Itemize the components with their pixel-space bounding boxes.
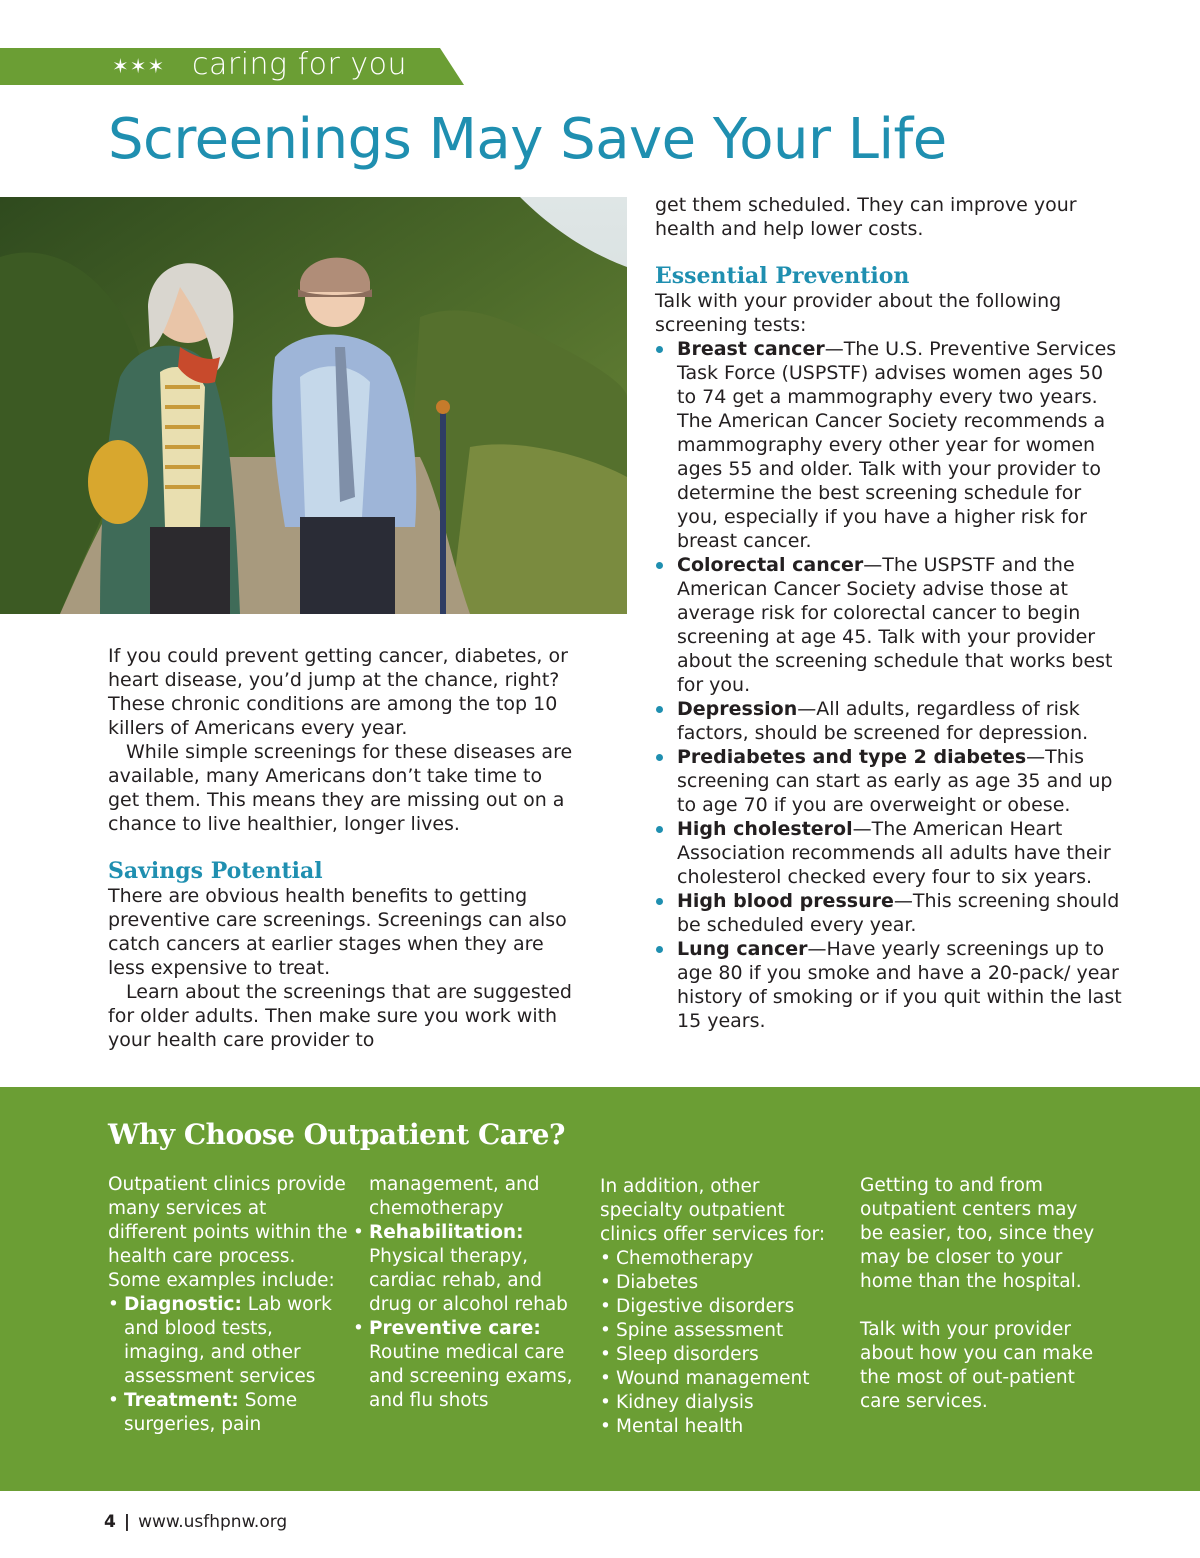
- outpatient-heading: Why Choose Outpatient Care?: [108, 1118, 565, 1151]
- list-item: [655, 745, 1125, 817]
- bullet-icon: •: [600, 1368, 611, 1389]
- list-item-term: Diagnostic:: [124, 1294, 242, 1315]
- outpatient-column-2: [353, 1173, 583, 1413]
- savings-heading: Savings Potential: [108, 858, 323, 884]
- list-item-text: Lab work and blood tests, imaging, and other assessment services: [124, 1294, 332, 1387]
- bullet-icon: •: [600, 1272, 611, 1293]
- bullet-icon: •: [600, 1320, 611, 1341]
- intro-paragraph-2: While simple screenings for these diseases are available, many Americans don’t take time to get them. This means they are missing out on a chance to live healthier, longer lives.: [108, 741, 573, 835]
- list-item: [655, 817, 1125, 889]
- bullet-icon: •: [600, 1344, 611, 1365]
- list-item-text: Digestive disorders: [616, 1296, 795, 1317]
- list-item-term: High cholesterol: [677, 818, 853, 840]
- specialty-intro: In addition, other specialty outpatient clinics offer services for:: [600, 1176, 826, 1245]
- list-item: [655, 553, 1125, 697]
- savings-paragraph-2-continued: get them scheduled. They can improve your health and help lower costs.: [655, 194, 1077, 240]
- list-item-term: Preventive care:: [369, 1318, 541, 1339]
- bullet-icon: •: [353, 1318, 364, 1339]
- bullet-icon: •: [108, 1294, 119, 1315]
- prevention-heading: Essential Prevention: [655, 263, 910, 289]
- list-item-text: Diabetes: [616, 1272, 699, 1293]
- list-item: [600, 1271, 840, 1295]
- list-item-term: Treatment:: [124, 1390, 239, 1411]
- list-item-text: —This screening should be scheduled every year.: [677, 890, 1120, 936]
- page-number: 4: [104, 1512, 116, 1532]
- section-label: caring for you: [192, 47, 408, 82]
- list-item: [600, 1343, 840, 1367]
- photo-two-women-hiking: [0, 197, 627, 614]
- list-item: [600, 1247, 840, 1271]
- list-item-text: Kidney dialysis: [616, 1392, 754, 1413]
- list-item-text: —The American Heart Association recommends all adults have their cholesterol checked every four to six years.: [677, 818, 1111, 888]
- list-item: [353, 1221, 583, 1317]
- bullet-icon: [656, 826, 663, 833]
- footer-separator: |: [123, 1512, 131, 1532]
- bullet-icon: [656, 754, 663, 761]
- right-column: [655, 193, 1125, 1033]
- outpatient-column-3: [600, 1175, 840, 1439]
- savings-paragraph-2: Learn about the screenings that are suggested for older adults. Then make sure you work with your health care provider to: [108, 981, 572, 1051]
- left-column: [108, 644, 578, 1052]
- outpatient-column-1: [108, 1173, 348, 1437]
- page-footer: [104, 1511, 287, 1533]
- list-item: [655, 889, 1125, 937]
- list-item: [600, 1319, 840, 1343]
- outpatient-intro: Outpatient clinics provide many services at different points within the health care process. Some examples include:: [108, 1174, 348, 1291]
- list-item-text: —The USPSTF and the American Cancer Society advise those at average risk for colorectal cancer to begin screening at age 45. Talk with your provider about the screening schedule that works best for you.: [677, 554, 1113, 696]
- bullet-icon: •: [600, 1392, 611, 1413]
- bullet-icon: [656, 946, 663, 953]
- access-paragraph: Getting to and from outpatient centers may be easier, too, since they may be closer to your home than the hospital.: [860, 1175, 1095, 1292]
- list-item-term: Colorectal cancer: [677, 554, 864, 576]
- list-item: [353, 1317, 583, 1413]
- list-item-term: Lung cancer: [677, 938, 808, 960]
- list-item-term: Breast cancer: [677, 338, 825, 360]
- list-item: [600, 1295, 840, 1319]
- list-item: [600, 1367, 840, 1391]
- outpatient-column-4: [860, 1174, 1100, 1414]
- list-item-text: —Have yearly screenings up to age 80 if you smoke and have a 20-pack/ year history of smoking or if you quit within the last 15 years.: [677, 938, 1122, 1032]
- talk-paragraph: Talk with your provider about how you can make the most of out-patient care services.: [860, 1319, 1094, 1412]
- savings-paragraph-1: There are obvious health benefits to getting preventive care screenings. Screenings can also catch cancers at earlier stages when they are less expensive to treat.: [108, 885, 567, 979]
- list-item-text: Some surgeries, pain: [124, 1390, 298, 1435]
- list-item: [655, 337, 1125, 553]
- bullet-icon: •: [353, 1222, 364, 1243]
- bullet-icon: [656, 706, 663, 713]
- list-item-text: Spine assessment: [616, 1320, 784, 1341]
- treatment-continued: management, and chemotherapy: [369, 1174, 540, 1219]
- bullet-icon: [656, 898, 663, 905]
- list-item-text: Routine medical care and screening exams, and flu shots: [369, 1342, 573, 1411]
- list-item-text: —All adults, regardless of risk factors, should be screened for depression.: [677, 698, 1089, 744]
- bullet-icon: [656, 562, 663, 569]
- list-item-text: Physical therapy, cardiac rehab, and drug or alcohol rehab: [369, 1246, 568, 1315]
- list-item-text: Chemotherapy: [616, 1248, 754, 1269]
- list-item-term: Prediabetes and type 2 diabetes: [677, 746, 1027, 768]
- list-item: [108, 1293, 348, 1389]
- prevention-intro: Talk with your provider about the following screening tests:: [655, 290, 1062, 336]
- bullet-icon: •: [600, 1248, 611, 1269]
- list-item-text: —This screening can start as early as age 35 and up to age 70 if you are overweight or obese.: [677, 746, 1113, 816]
- list-item: [655, 697, 1125, 745]
- list-item-term: Depression: [677, 698, 798, 720]
- list-item-text: Mental health: [616, 1416, 744, 1437]
- bullet-icon: •: [600, 1296, 611, 1317]
- bullet-icon: [656, 346, 663, 353]
- bullet-icon: •: [108, 1390, 119, 1411]
- list-item-term: Rehabilitation:: [369, 1222, 524, 1243]
- list-item-text: —The U.S. Preventive Services Task Force (USPSTF) advises women ages 50 to 74 get a mammography every two years. The American Cancer Society recommends a mammography every other year for women ages 55 and older. Talk with your provider to determine the best screening schedule for you, especially if you have a higher risk for breast cancer.: [677, 338, 1117, 552]
- intro-paragraph-1: If you could prevent getting cancer, diabetes, or heart disease, you’d jump at the chance, right? These chronic conditions are among the top 10 killers of Americans every year.: [108, 645, 568, 739]
- list-item-text: Sleep disorders: [616, 1344, 759, 1365]
- list-item: [600, 1415, 840, 1439]
- list-item: [600, 1391, 840, 1415]
- list-item: [655, 937, 1125, 1033]
- page-title: Screenings May Save Your Life: [108, 107, 947, 172]
- list-item-text: Wound management: [616, 1368, 810, 1389]
- stars-icon: ✶✶✶: [112, 54, 166, 78]
- bullet-icon: •: [600, 1416, 611, 1437]
- screening-list: [655, 337, 1125, 1033]
- list-item-term: High blood pressure: [677, 890, 894, 912]
- footer-url[interactable]: www.usfhpnw.org: [138, 1512, 288, 1532]
- list-item: [108, 1389, 348, 1437]
